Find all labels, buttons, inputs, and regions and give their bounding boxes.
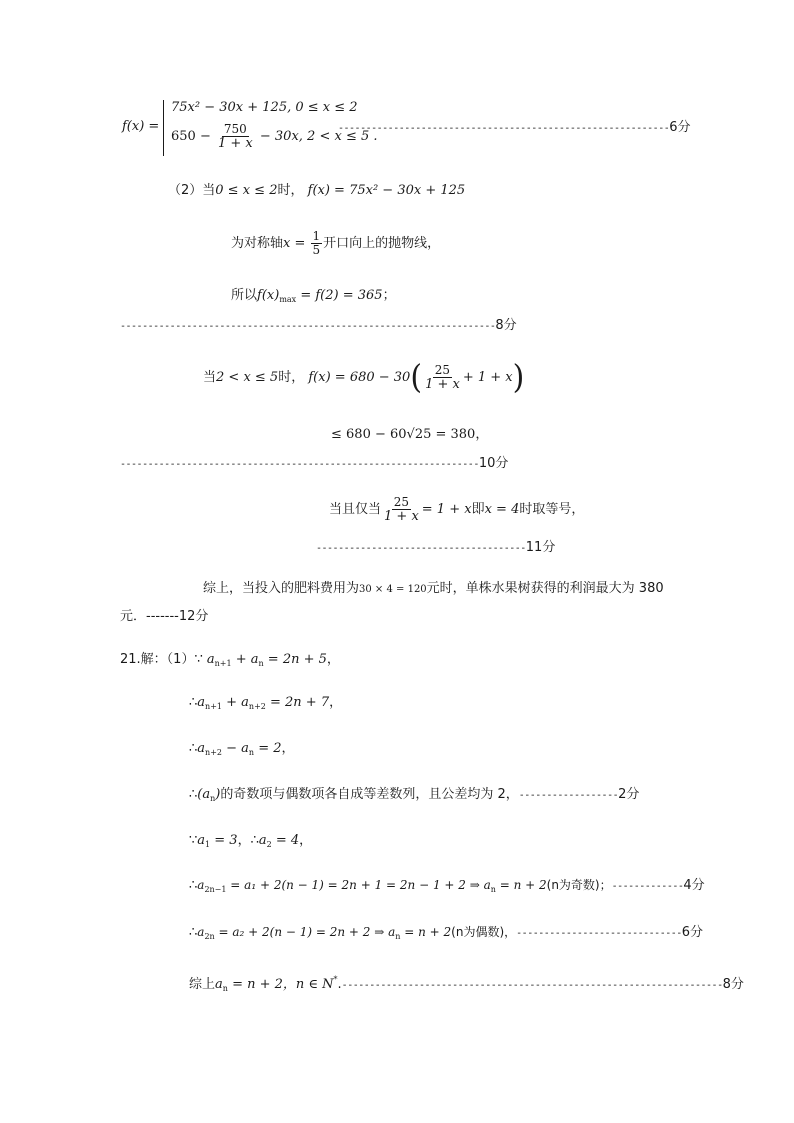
score-line-8: --------------------------------------------------------------------8分 (120, 318, 517, 333)
piecewise-lhs: f(x) = (122, 119, 160, 134)
piecewise-brace (163, 100, 170, 156)
q21-line-7: $\therefore a_{2n} = a_2 + 2(n - 1) = 2n + 2$ ⇒ $a_n = n + 2(n$为偶数)，------------------------------6分 (189, 925, 704, 941)
q21-head: 21.解：（1）∵ $a_{n+1} + a_n = 2n + 5$， (120, 652, 340, 668)
q21-line-8: 综上$a_n = n + 2$，n ∈ N*.---------------------------------------------------------------------8分 (189, 975, 744, 993)
piecewise-case1: 75x² − 30x + 125, 0 ≤ x ≤ 2 (171, 100, 358, 115)
score-line-10: -----------------------------------------------------------------10分 (120, 456, 509, 471)
axis-line: 为对称轴x = $\frac{1}{5}$ 开口向上的抛物线， (231, 229, 441, 257)
fraction-one-fifth: $\frac{1}{5}$ (312, 229, 321, 257)
part2-line: （2）当0 ≤ x ≤ 2时， f(x) = 75x² − 30x + 125 (168, 183, 466, 198)
fraction-25-eq: $\frac{25}{1 + x}$ (384, 495, 419, 524)
summary-line-2: 元．-------12分 (120, 609, 209, 624)
q21-line-2: $\therefore a_{n+1} + a_{n+2} = 2n + 7$， (189, 695, 343, 711)
fraction-750: $\frac{750}{1 + x}$ (217, 122, 253, 151)
piecewise-case2: 650 − $\frac{750}{1 + x}$ − 30x, 2 < x ≤ 5 . (171, 122, 378, 151)
left-paren: ( (410, 357, 423, 397)
score-line-6: ------------------------------------------------------------6分 (338, 120, 691, 135)
right-paren: ) (512, 357, 525, 397)
q21-line-4: $\therefore(a_n)$的奇数项与偶数项各自成等差数列，且公差均为 2，------------------2分 (189, 787, 640, 803)
equality-line: 当且仅当 $\frac{25}{1 + x}$ = 1 + x即x = 4时取等号， (329, 495, 585, 524)
case2-line: 当2 < x ≤ 5时， f(x) = 680 − 30( $\frac{25}{1 + x}$ + 1 + x) (203, 357, 525, 397)
max-line: 所以$f(x)_{max} = f(2) = 365$； (231, 288, 396, 304)
fraction-25: $\frac{25}{1 + x}$ (425, 363, 460, 392)
summary-line-1: 综上，当投入的肥料费用为30 × 4 = 120元时，单株水果树获得的利润最大为 380 (203, 581, 664, 596)
inequality-line: ≤ 680 − 60√25 = 380， (331, 427, 489, 442)
q21-line-6: $\therefore a_{2n-1} = a_1 + 2(n - 1) = 2n + 1 = 2n - 1 + 2$ ⇒ $a_n = n + 2(n$为奇数)；-------------4分 (189, 878, 705, 894)
q21-line-5: $\because a_1 = 3$，$\therefore a_2 = 4$， (189, 833, 313, 849)
q21-line-3: $\therefore a_{n+2} - a_n = 2$， (189, 741, 295, 757)
score-line-11: --------------------------------------11分 (316, 540, 556, 555)
